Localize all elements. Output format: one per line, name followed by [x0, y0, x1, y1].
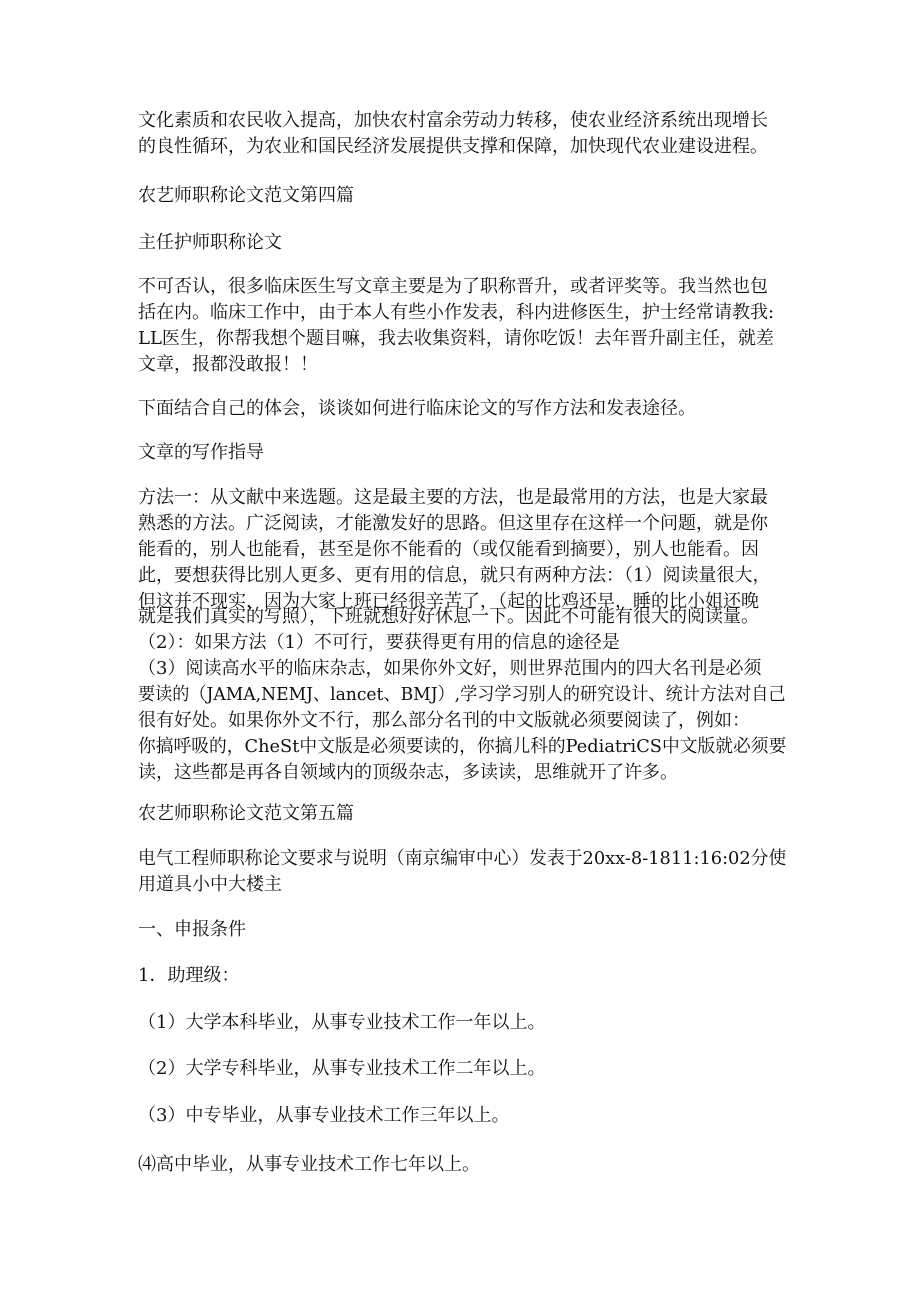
- paragraph-line: 你搞呼吸的，CheSt中文版是必须要读的，你搞儿科的PediatriCS中文版就必须要: [138, 736, 787, 757]
- list-item: （1）大学本科毕业，从事专业技术工作一年以上。: [138, 1012, 546, 1033]
- paragraph-line: 熟悉的方法。广泛阅读，才能激发好的思路。但这里存在这样一个问题，就是你: [138, 513, 768, 534]
- paragraph-line: 文化素质和农民收入提高，加快农村富余劳动力转移，使农业经济系统出现增长: [138, 110, 768, 131]
- list-subheading: 1．助理级：: [138, 965, 240, 986]
- paragraph-line: LL医生，你帮我想个题目嘛，我去收集资料，请你吃饭！去年晋升副主任，就差: [138, 328, 774, 349]
- paragraph-line: 要读的（JAMA,NEMJ、lancet、BMJ）,学习学习别人的研究设计、统计方法对自己: [138, 684, 786, 705]
- paragraph-line: 括在内。临床工作中，由于本人有些小作发表，科内进修医生，护士经常请教我:: [138, 302, 775, 323]
- paragraph-line: 电气工程师职称论文要求与说明（南京编审中心）发表于20xx-8-1811:16:02分使: [138, 848, 787, 869]
- paragraph-line: 很有好处。如果你外文不行，那么部分名刊的中文版就必须要阅读了，例如：: [138, 710, 750, 731]
- article-title: 主任护师职称论文: [138, 232, 282, 253]
- paragraph-line: 下面结合自己的体会，谈谈如何进行临床论文的写作方法和发表途径。: [138, 398, 696, 419]
- list-item: （2）大学专科毕业，从事专业技术工作二年以上。: [138, 1058, 546, 1079]
- list-item: ⑷高中毕业，从事专业技术工作七年以上。: [138, 1154, 480, 1175]
- paragraph-line: 不可否认，很多临床医生写文章主要是为了职称晋升，或者评奖等。我当然也包: [138, 276, 768, 297]
- paragraph-line: 就是我们真实的写照），下班就想好好休息一下。因此不可能有很大的阅读量。: [138, 606, 759, 627]
- paragraph-line: 此，要想获得比别人更多、更有用的信息，就只有两种方法：（1）阅读量很大，: [138, 565, 771, 586]
- section-heading: 农艺师职称论文范文第四篇: [138, 185, 354, 206]
- paragraph-line: 用道具小中大楼主: [138, 874, 282, 895]
- paragraph-line: 能看的，别人也能看，甚至是你不能看的（或仅能看到摘要），别人也能看。因: [138, 539, 759, 560]
- paragraph-line: 文章，报都没敢报！！: [138, 354, 318, 375]
- paragraph-line: （3）阅读高水平的临床杂志，如果你外文好，则世界范围内的四大名刊是必须: [138, 658, 762, 679]
- paragraph-line: 但这并不现实，因为大家上班已经很辛苦了，（起的比鸡还早，睡的比小姐还晚: [138, 591, 759, 612]
- subheading: 文章的写作指导: [138, 442, 264, 463]
- paragraph-line: 方法一：从文献中来选题。这是最主要的方法，也是最常用的方法，也是大家最: [138, 487, 768, 508]
- list-heading: 一、申报条件: [138, 919, 246, 940]
- paragraph-line: 读，这些都是再各自领域内的顶级杂志，多读读，思维就开了许多。: [138, 762, 678, 783]
- list-item: （3）中专毕业，从事专业技术工作三年以上。: [138, 1105, 510, 1126]
- section-heading: 农艺师职称论文范文第五篇: [138, 803, 354, 824]
- paragraph-line: （2）：如果方法（1）不可行，要获得更有用的信息的途径是: [138, 632, 620, 653]
- paragraph-line: 的良性循环，为农业和国民经济发展提供支撑和保障，加快现代农业建设进程。: [138, 136, 768, 157]
